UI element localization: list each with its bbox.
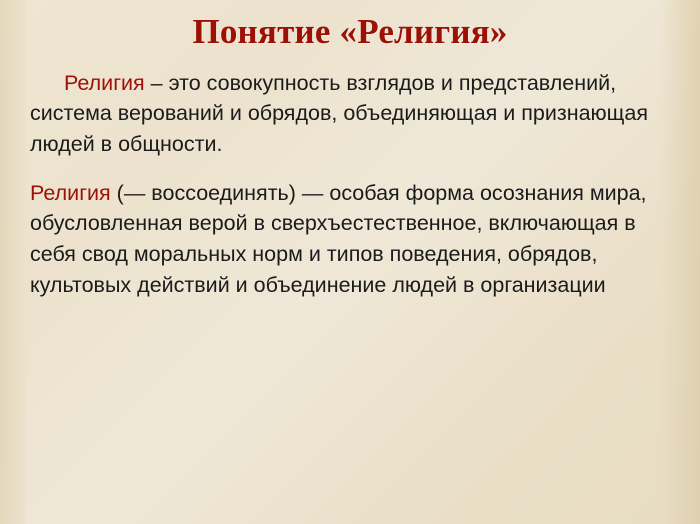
paragraph-definition-1 (30, 68, 664, 160)
paragraph-text-1: – это совокупность взглядов и представлений, система верований и обрядов, объединяющая и признающая людей в общности. (30, 70, 648, 156)
paragraph-text-2: (— воссоединять) — особая форма осознания мира, обусловленная верой в сверхъестественное, включающая в себя свод моральных норм и типов поведения, обрядов, культовых действий и объединение людей в организации (30, 180, 647, 297)
keyword-religion-1: Религия (64, 70, 145, 95)
slide-body (0, 52, 700, 301)
keyword-religion-2: Религия (30, 180, 111, 205)
page-title: Понятие «Религия» (192, 12, 508, 51)
paragraph-definition-2 (30, 178, 664, 301)
